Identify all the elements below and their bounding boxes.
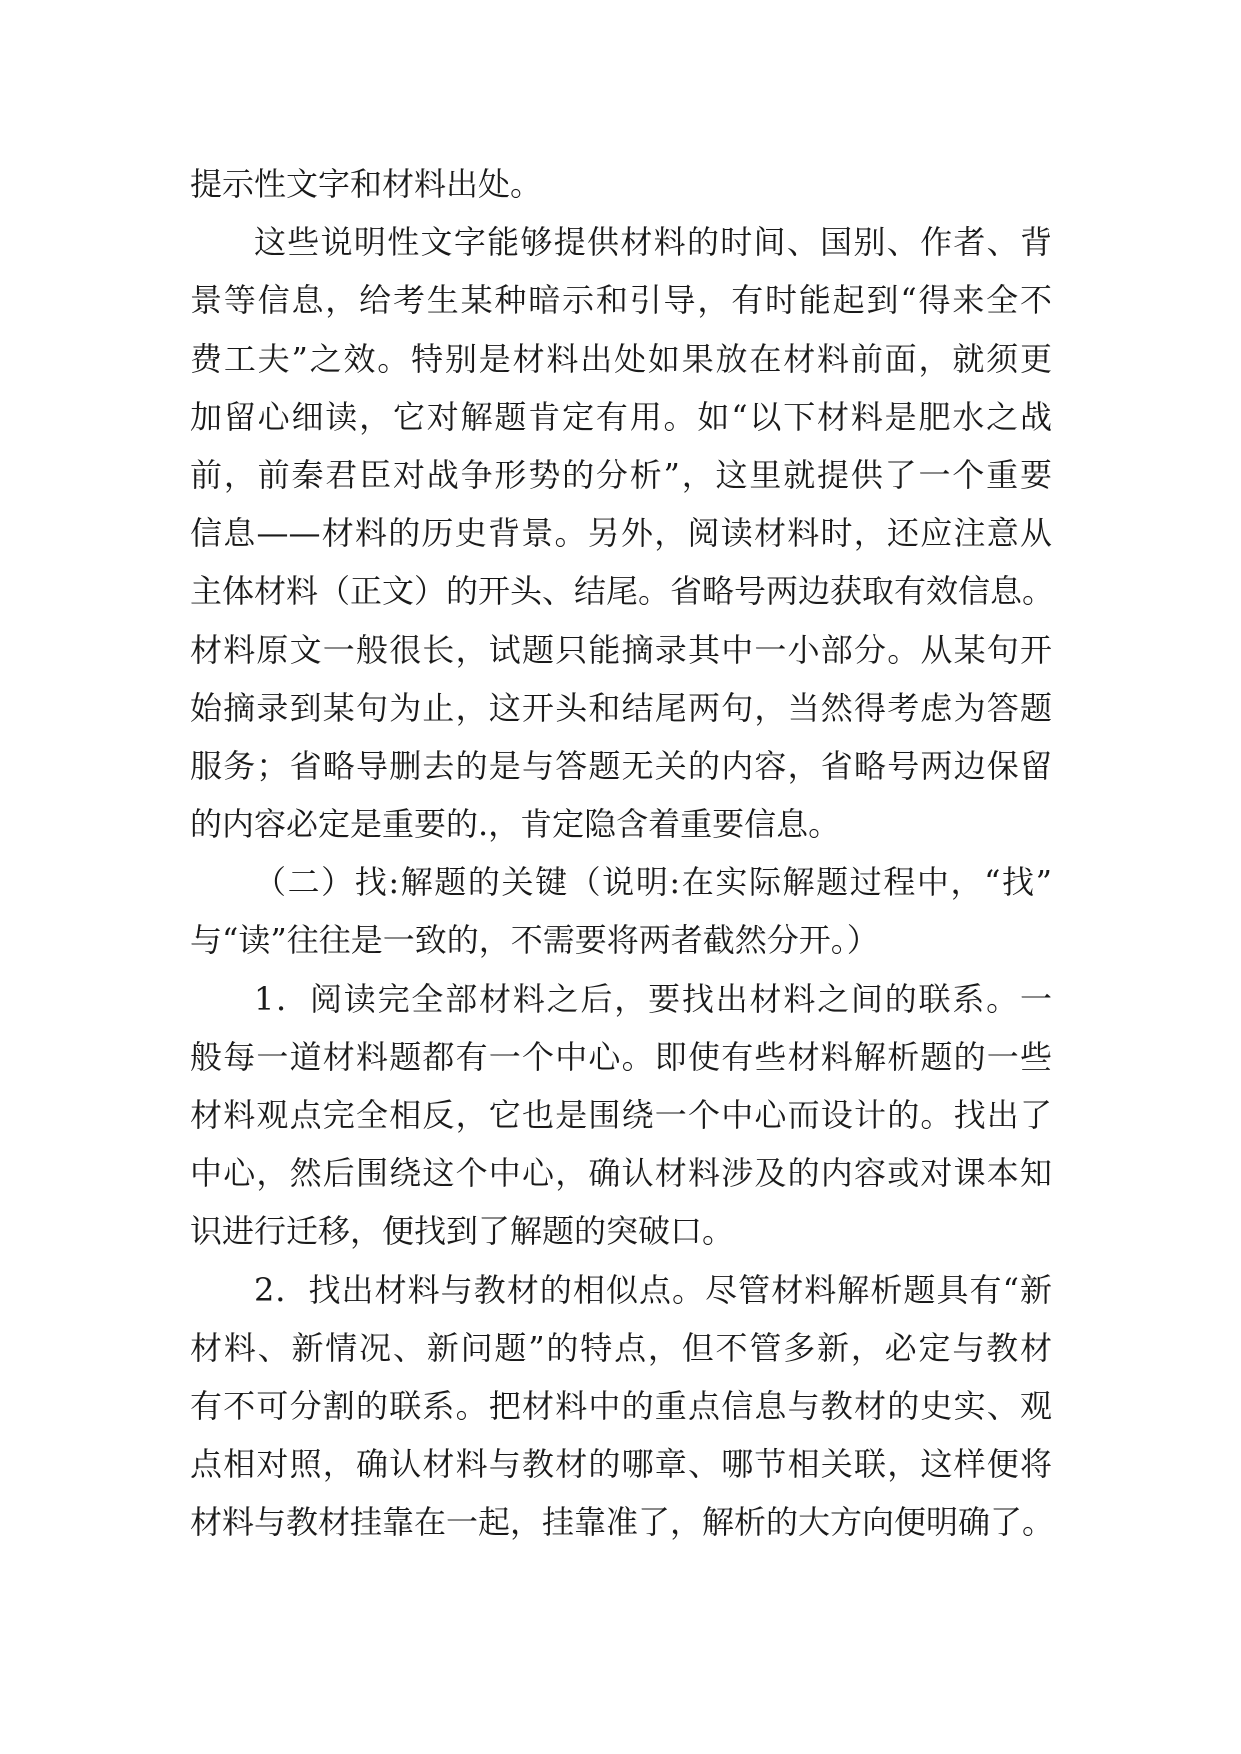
text-line: 提示性文字和材料出处。 xyxy=(190,165,543,203)
paragraph-point-1 xyxy=(190,970,1052,1261)
text-line: 1．阅读完全部材料之后，要找出材料之间的联系。一 xyxy=(254,979,1052,1018)
paragraph-continuation xyxy=(190,155,1052,213)
text-line: 加留心细读，它对解题肯定有用。如“以下材料是肥水之战 xyxy=(190,397,1052,436)
body-text xyxy=(190,155,1055,1552)
text-line: 前，前秦君臣对战争形势的分析”，这里就提供了一个重要 xyxy=(190,455,1052,494)
text-line: 材料原文一般很长，试题只能摘录其中一小部分。从某句开 xyxy=(190,630,1052,669)
text-line: 主体材料（正文）的开头、结尾。省略号两边获取有效信息。 xyxy=(190,572,1055,611)
text-line: 般每一道材料题都有一个中心。即使有些材料解析题的一些 xyxy=(190,1037,1052,1076)
text-line: 有不可分割的联系。把材料中的重点信息与教材的史实、观 xyxy=(190,1386,1052,1425)
text-line: 材料观点完全相反，它也是围绕一个中心而设计的。找出了 xyxy=(190,1096,1052,1134)
text-line: 材料与教材挂靠在一起，挂靠准了，解析的大方向便明确了。 xyxy=(190,1503,1055,1542)
text-line: 景等信息，给考生某种暗示和引导，有时能起到“得来全不 xyxy=(190,281,1052,320)
text-line: 材料、新情况、新问题”的特点，但不管多新，必定与教材 xyxy=(190,1328,1052,1367)
paragraph-point-2 xyxy=(190,1261,1055,1552)
text-line: 费工夫”之效。特别是材料出处如果放在材料前面，就须更 xyxy=(190,339,1052,378)
text-line: 的内容必定是重要的.，肯定隐含着重要信息。 xyxy=(190,805,841,844)
text-line: 点相对照，确认材料与教材的哪章、哪节相关联，这样便将 xyxy=(190,1445,1052,1484)
text-line: 这些说明性文字能够提供材料的时间、国别、作者、背 xyxy=(254,223,1052,262)
text-line: 与“读”往往是一致的，不需要将两者截然分开。） xyxy=(190,921,879,960)
paragraph-explanatory-text xyxy=(190,213,1055,853)
text-line: 中心，然后围绕这个中心，确认材料涉及的内容或对课本知 xyxy=(190,1154,1052,1193)
text-line: 始摘录到某句为止，这开头和结尾两句，当然得考虑为答题 xyxy=(190,688,1052,727)
text-line: 2．找出材料与教材的相似点。尽管材料解析题具有“新 xyxy=(254,1270,1052,1309)
section-heading-find xyxy=(190,853,1052,969)
text-line: 信息——材料的历史背景。另外，阅读材料时，还应注意从 xyxy=(190,514,1052,553)
text-line: 识进行迁移，便找到了解题的突破口。 xyxy=(190,1212,735,1251)
text-line: （二）找:解题的关键（说明:在实际解题过程中，“找” xyxy=(254,863,1052,902)
text-line: 服务；省略导删去的是与答题无关的内容，省略号两边保留 xyxy=(190,746,1052,785)
